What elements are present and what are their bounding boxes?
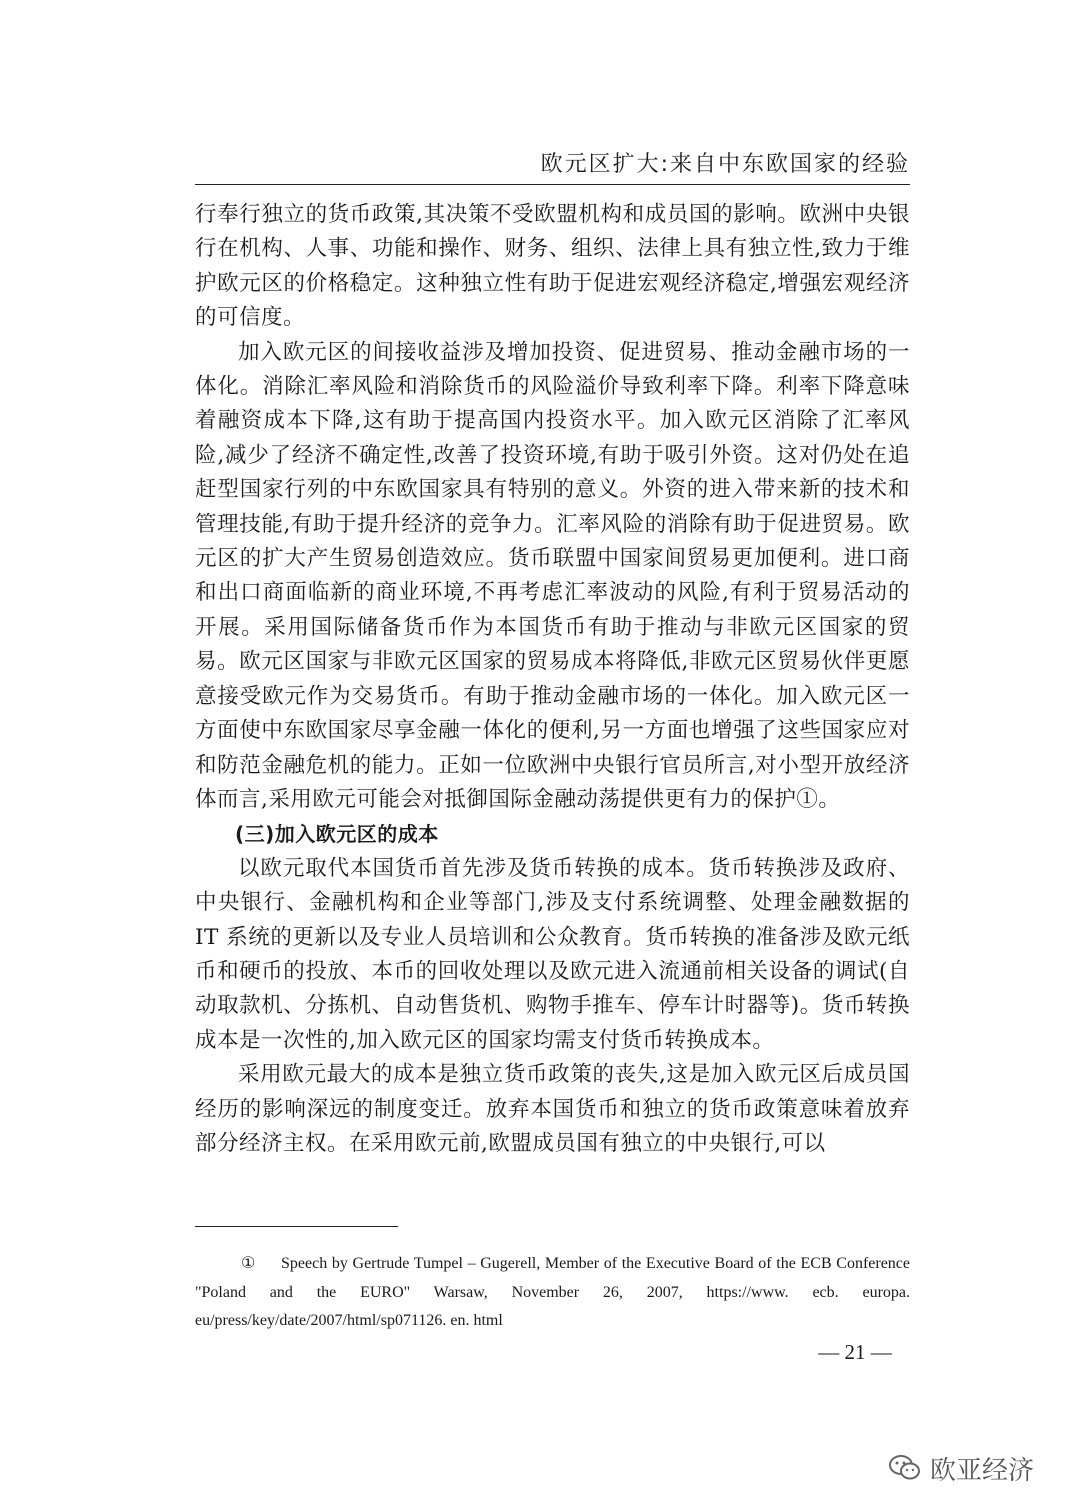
footnote-text: Speech by Gertrude Tumpel – Gugerell, Member of the Executive Board of the ECB Conference "Poland and the EURO" Warsaw, November 26, 2007, https://www. ecb. europa. eu/press/key/date/2007/html/sp071126. en. html xyxy=(195,1255,910,1329)
running-header: 欧元区扩大:来自中东欧国家的经验 xyxy=(195,150,910,185)
paragraph: 以欧元取代本国货币首先涉及货币转换的成本。货币转换涉及政府、中央银行、金融机构和企业等部门,涉及支付系统调整、处理金融数据的 IT 系统的更新以及专业人员培训和公众教育。货币转换的准备涉及欧元纸币和硬币的投放、本币的回收处理以及欧元进入流通前相关设备的调试(自动取款机、分拣机、自动售货机、购物手推车、停车计时器等)。货币转换成本是一次性的,加入欧元区的国家均需支付货币转换成本。 xyxy=(195,855,910,1053)
paragraph: 采用欧元最大的成本是独立货币政策的丧失,这是加入欧元区后成员国经历的影响深远的制度变迁。放弃本国货币和独立的货币政策意味着放弃部分经济主权。在采用欧元前,欧盟成员国有独立的中央银行,可以 xyxy=(195,1062,910,1156)
footnote-mark: ① xyxy=(241,1255,256,1272)
page-number: — 21 — xyxy=(818,1340,892,1364)
footnote-divider xyxy=(195,1226,398,1227)
paragraph: 加入欧元区的间接收益涉及增加投资、促进贸易、推动金融市场的一体化。消除汇率风险和消除货币的风险溢价导致利率下降。利率下降意味着融资成本下降,这有助于提高国内投资水平。加入欧元区消除了汇率风险,减少了经济不确定性,改善了投资环境,有助于吸引外资。这对仍处在追赶型国家行列的中东欧国家具有特别的意义。外资的进入带来新的技术和管理技能,有助于提升经济的竞争力。汇率风险的消除有助于促进贸易。欧元区的扩大产生贸易创造效应。货币联盟中国家间贸易更加便利。进口商和出口商面临新的商业环境,不再考虑汇率波动的风险,有利于贸易活动的开展。采用国际储备货币作为本国货币有助于推动与非欧元区国家的贸易。欧元区国家与非欧元区国家的贸易成本将降低,非欧元区贸易伙伴更愿意接受欧元作为交易货币。有助于推动金融市场的一体化。加入欧元区一方面使中东欧国家尽享金融一体化的便利,另一方面也增强了这些国家应对和防范金融危机的能力。正如一位欧洲中央银行官员所言,对小型开放经济体而言,采用欧元可能会对抵御国际金融动荡提供更有力的保护①。 xyxy=(195,339,910,812)
body-text xyxy=(195,198,910,1161)
wechat-icon xyxy=(888,1453,922,1483)
paragraph: 行奉行独立的货币政策,其决策不受欧盟机构和成员国的影响。欧洲中央银行在机构、人事、功能和操作、财务、组织、法律上具有独立性,致力于维护欧元区的价格稳定。这种独立性有助于促进宏观经济稳定,增强宏观经济的可信度。 xyxy=(195,202,910,331)
watermark xyxy=(888,1448,1034,1488)
section-heading: (三)加入欧元区的成本 xyxy=(235,822,439,847)
footnote xyxy=(195,1250,910,1336)
watermark-text: 欧亚经济 xyxy=(930,1455,1035,1486)
